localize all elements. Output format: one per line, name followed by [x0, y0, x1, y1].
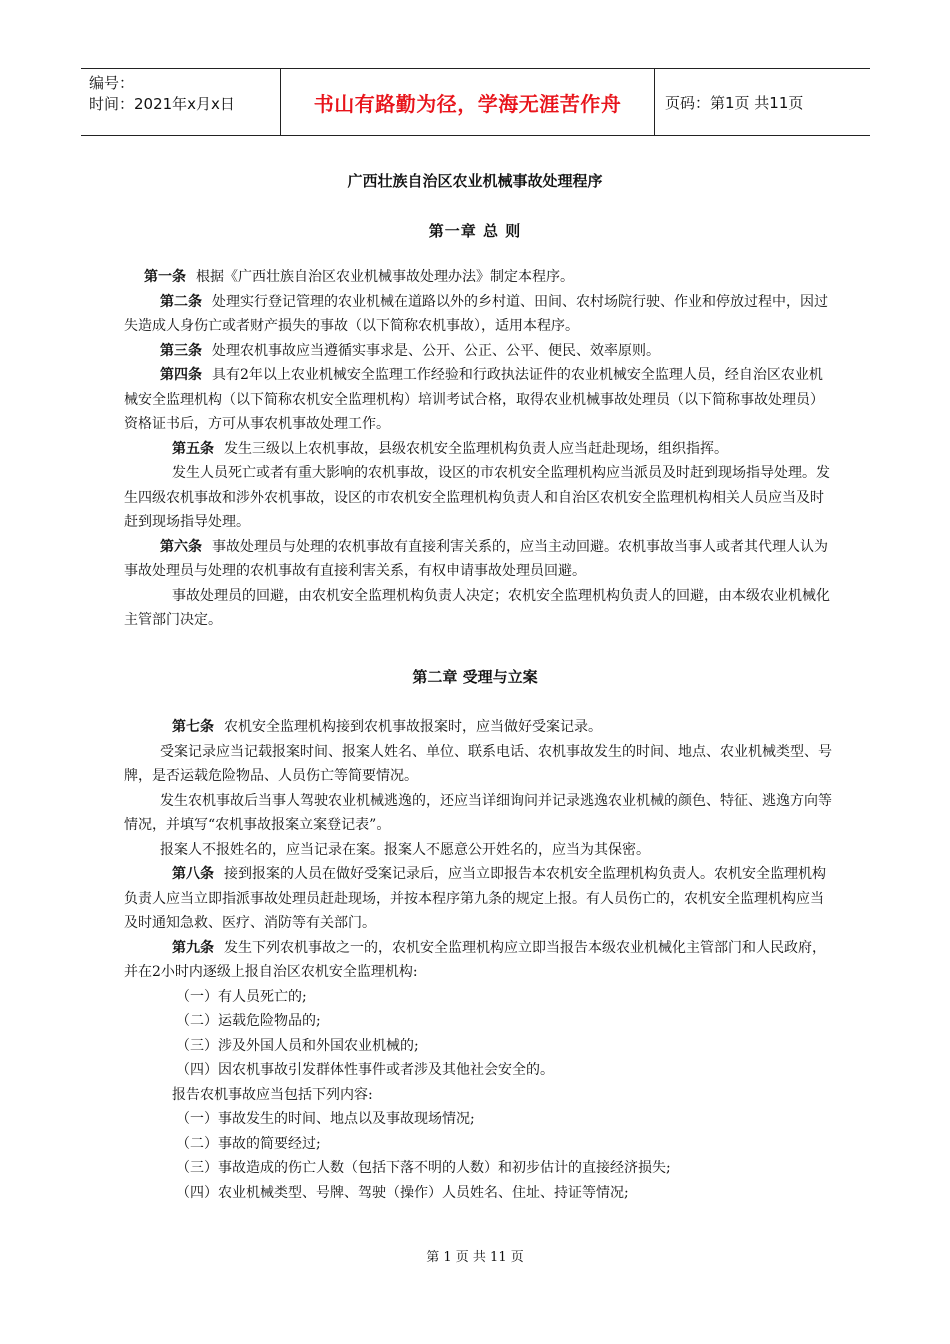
article-9	[124, 936, 832, 985]
article-text: 接到报案的人员在做好受案记录后，应当立即报告本农机安全监理机构负责人。农机安全监理机构负责人应当立即指派事故处理员赶赴现场，并按本程序第九条的规定上报。有人员伤亡的，农机安全监理机构应当及时通知急救、医疗、消防等有关部门。	[124, 866, 826, 931]
article-label: 第七条	[172, 719, 214, 735]
document-title: 广西壮族自治区农业机械事故处理程序	[347, 172, 603, 190]
list-item: （三）事故造成的伤亡人数（包括下落不明的人数）和初步估计的直接经济损失;	[176, 1160, 671, 1176]
article-7-paragraph-3: 发生农机事故后当事人驾驶农业机械逃逸的，还应当详细询问并记录逃逸农业机械的颜色、特征、逃逸方向等情况，并填写“农机事故报案立案登记表”。	[124, 792, 832, 833]
article-1	[124, 265, 832, 290]
article-text: 处理实行登记管理的农业机械在道路以外的乡村道、田间、农村场院行驶、作业和停放过程中，因过失造成人身伤亡或者财产损失的事故（以下简称农机事故），适用本程序。	[124, 293, 828, 334]
article-text: 发生下列农机事故之一的，农机安全监理机构应立即当报告本级农业机械化主管部门和人民政府，并在2小时内逐级上报自治区农机安全监理机构:	[124, 939, 826, 980]
article-3	[124, 339, 832, 364]
article-8	[124, 862, 832, 936]
chapter-1-title: 第一章 总 则	[428, 222, 522, 240]
list-item: （四）农业机械类型、号牌、驾驶（操作）人员姓名、住址、持证等情况;	[176, 1184, 629, 1201]
article-label: 第四条	[160, 367, 202, 383]
article-text: 农机安全监理机构接到农机事故报案时，应当做好受案记录。	[224, 719, 602, 735]
page-footer: 第 1 页 共 11 页	[426, 1250, 524, 1265]
article-label: 第九条	[172, 939, 214, 956]
article-text: 事故处理员与处理的农机事故有直接利害关系的，应当主动回避。农机事故当事人或者其代理人认为事故处理员与处理的农机事故有直接利害关系，有权申请事故处理员回避。	[124, 538, 828, 579]
header-time-label: 时间：2021年x月x日	[89, 95, 235, 113]
article-label: 第六条	[160, 538, 202, 555]
report-intro: 报告农机事故应当包括下列内容:	[172, 1086, 373, 1103]
article-label: 第二条	[160, 293, 202, 310]
article-text: 处理农机事故应当遵循实事求是、公开、公正、公平、便民、效率原则。	[212, 342, 660, 359]
chapter-2-title: 第二章 受理与立案	[412, 668, 538, 686]
article-7	[124, 715, 832, 740]
header-number-label: 编号：	[89, 74, 135, 92]
article-5	[124, 437, 832, 462]
article-7-paragraph-2: 受案记录应当记载报案时间、报案人姓名、单位、联系电话、农机事故发生的时间、地点、农业机械类型、号牌，是否运载危险物品、人员伤亡等简要情况。	[124, 743, 832, 784]
article-label: 第八条	[172, 866, 214, 882]
page-header	[81, 68, 870, 136]
list-item: （一）有人员死亡的;	[176, 988, 307, 1005]
list-item: （一）事故发生的时间、地点以及事故现场情况;	[176, 1111, 475, 1127]
list-item: （二）运载危险物品的;	[176, 1013, 321, 1029]
article-text: 具有2年以上农业机械安全监理工作经验和行政执法证件的农业机械安全监理人员，经自治区农业机械安全监理机构（以下简称农机安全监理机构）培训考试合格，取得农业机械事故处理员（以下简称事故处理员）资格证书后，方可从事农机事故处理工作。	[124, 367, 824, 432]
article-4	[124, 363, 832, 437]
chapter-1-body	[124, 265, 832, 633]
header-motto: 书山有路勤为径，学海无涯苦作舟	[281, 69, 655, 135]
header-meta	[81, 69, 281, 135]
article-text: 根据《广西壮族自治区农业机械事故处理办法》制定本程序。	[196, 269, 574, 285]
article-5-paragraph-2: 发生人员死亡或者有重大影响的农机事故，设区的市农机安全监理机构应当派员及时赶到现场指导处理。发生四级农机事故和涉外农机事故，设区的市农机安全监理机构负责人和自治区农机安全监理机构相关人员应当及时赶到现场指导处理。	[124, 465, 830, 530]
chapter-2-body	[124, 715, 832, 1205]
article-label: 第三条	[160, 342, 202, 359]
article-2	[124, 290, 832, 339]
header-page-info: 页码：第1页 共11页	[665, 93, 804, 112]
article-6-paragraph-2: 事故处理员的回避，由农机安全监理机构负责人决定；农机安全监理机构负责人的回避，由本级农业机械化主管部门决定。	[124, 587, 830, 628]
list-item: （四）因农机事故引发群体性事件或者涉及其他社会安全的。	[176, 1062, 554, 1078]
article-7-paragraph-4: 报案人不报姓名的，应当记录在案。报案人不愿意公开姓名的，应当为其保密。	[160, 841, 650, 858]
article-text: 发生三级以上农机事故，县级农机安全监理机构负责人应当赶赴现场，组织指挥。	[224, 440, 728, 457]
list-item: （三）涉及外国人员和外国农业机械的;	[176, 1037, 419, 1054]
article-label: 第一条	[144, 269, 186, 285]
article-label: 第五条	[172, 440, 214, 457]
list-item: （二）事故的简要经过;	[176, 1135, 321, 1152]
article-6	[124, 535, 832, 584]
